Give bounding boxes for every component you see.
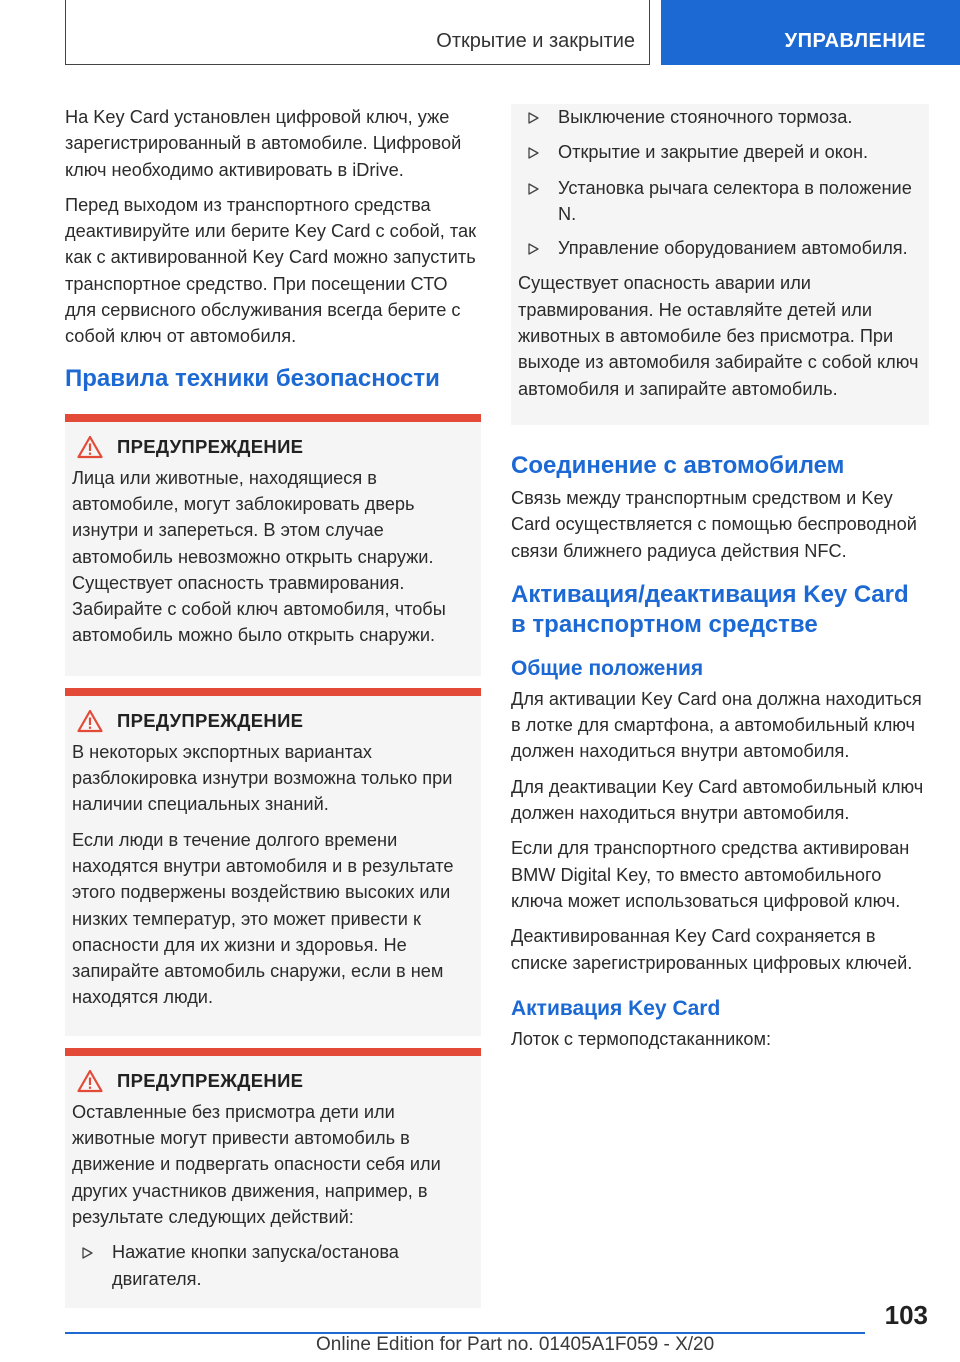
warning-text: Если люди в течение долгого времени находятся внутри автомобиля и в результате этого подвержены воздействию высоких или низких температур, это может привести к опасности для их жизни и здоровья. Не запирайте автомобиль снаружи, если в нем находятся люди.: [72, 829, 454, 1008]
triangle-bullet-icon: [528, 183, 539, 195]
header-section-title: Открытие и закрытие: [436, 30, 635, 52]
list-item: [518, 104, 922, 131]
list-item: [518, 235, 922, 262]
warning-triangle-icon: [77, 435, 103, 459]
activate-heading: Активация Key Card: [511, 996, 721, 1020]
left-column: [65, 104, 481, 1308]
warning-box: [65, 688, 481, 1036]
activate-text: Лоток с термоподстаканником:: [511, 1028, 772, 1049]
triangle-bullet-icon: [82, 1247, 93, 1259]
warning-label: ПРЕДУПРЕЖДЕНИЕ: [117, 1069, 304, 1091]
triangle-bullet-icon: [528, 112, 539, 124]
warning-text: В некоторых экспортных вариантах разблокировка изнутри возможна только при наличии специальных знаний.: [72, 741, 453, 815]
list-item-text: Открытие и закрытие дверей и окон.: [558, 142, 869, 163]
warning-box-continued: [511, 104, 929, 425]
intro-paragraph: На Key Card установлен цифровой ключ, уже зарегистрированный в автомобиле. Цифровой ключ необходимо активировать в iDrive.: [65, 107, 462, 180]
general-paragraph: Для активации Key Card она должна находиться в лотке для смартфона, а автомобильный ключ должен находиться внутри автомобиля.: [511, 688, 922, 762]
connection-heading: Соединение с автомобилем: [511, 451, 845, 479]
header-section-tab: [65, 0, 650, 65]
warning-label: ПРЕДУПРЕЖДЕНИЕ: [117, 435, 304, 457]
general-paragraph: Деактивированная Key Card сохраняется в списке зарегистрированных цифровых ключей.: [511, 926, 913, 973]
general-paragraph: Для деактивации Key Card автомобильный ключ должен находиться внутри автомобиля.: [511, 776, 924, 824]
general-heading: Общие положения: [511, 656, 704, 680]
page-number: 103: [884, 1300, 928, 1330]
warning-box: [65, 1048, 481, 1308]
intro-paragraph: Перед выходом из транспортного средства деактивируйте или берите Key Card с собой, так как с активированной Key Card можно запустить транспортное средство. При посещении СТО для сервисного обслуживания всегда берите с собой ключ от автомобиля.: [65, 194, 477, 347]
warning-header: [72, 1068, 474, 1094]
list-item-text: Нажатие кнопки запуска/останова двигателя.: [112, 1242, 399, 1289]
safety-heading: Правила техники безопасности: [65, 364, 440, 392]
triangle-bullet-icon: [528, 243, 539, 255]
warning-text: Оставленные без присмотра дети или животные могут привести автомобиль в движение и подвергать опасности себя или других участников движения, например, в результате следующих действий:: [72, 1101, 441, 1227]
list-item-text: Установка рычага селектора в положение N.: [558, 177, 912, 224]
warning-text: Лица или животные, находящиеся в автомобиле, могут заблокировать дверь изнутри и запереться. В этом случае автомобиль невозможно открыть снаружи. Существует опасность травмирования. Забирайте с собой ключ автомобиля, чтобы автомобиль можно было открыть снаружи.: [72, 467, 446, 646]
warning-triangle-icon: [77, 709, 103, 733]
activation-heading: Активация/деактивация Key Card в транспортном средстве: [511, 580, 909, 638]
warning-text: Существует опасность аварии или травмирования. Не оставляйте детей или животных в автомобиле без присмотра. При выходе из автомобиля забирайте с собой ключ автомобиля и запирайте автомобиль.: [518, 273, 919, 399]
header-chapter-title: УПРАВЛЕНИЕ: [784, 30, 926, 52]
list-item: [518, 175, 922, 228]
warning-header: [72, 434, 474, 460]
general-paragraph: Если для транспортного средства активирован BMW Digital Key, то вместо автомобильного ключа может использоваться цифровой ключ.: [511, 838, 910, 911]
warning-box: [65, 414, 481, 676]
warning-header: [72, 708, 474, 734]
list-item: [72, 1239, 474, 1292]
header-chapter-tab: [661, 0, 960, 65]
footer-edition: Online Edition for Part no. 01405A1F059 - X/20: [316, 1334, 715, 1355]
right-column: [511, 104, 929, 1061]
list-item-text: Управление оборудованием автомобиля.: [558, 238, 908, 259]
warning-label: ПРЕДУПРЕЖДЕНИЕ: [117, 709, 304, 731]
connection-text: Связь между транспортным средством и Key Card осуществляется с помощью беспроводной связи ближнего радиуса действия NFC.: [511, 487, 917, 561]
triangle-bullet-icon: [528, 147, 539, 159]
list-item-text: Выключение стояночного тормоза.: [558, 107, 853, 127]
warning-triangle-icon: [77, 1069, 103, 1093]
list-item: [518, 139, 922, 166]
